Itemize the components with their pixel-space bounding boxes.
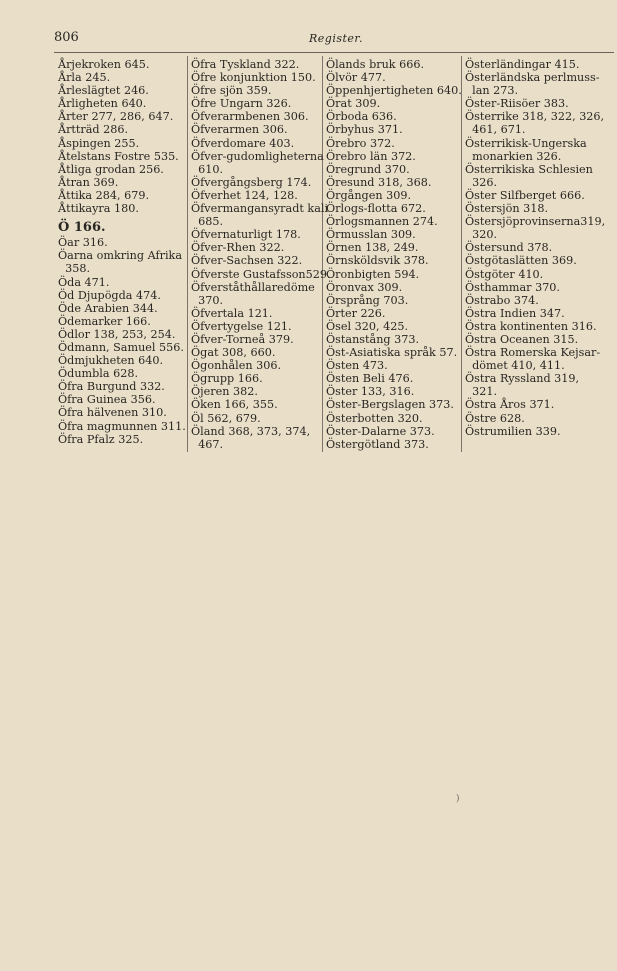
index-entry: Öfvermangansyradt kali (191, 202, 329, 216)
index-entry: 321. (465, 385, 498, 399)
index-entry: Österländska perlmuss- (465, 71, 600, 85)
index-entry: Ölvör 477. (326, 71, 386, 85)
index-entry: Östra Romerska Kejsar- (465, 346, 601, 360)
index-entry: Örebro län 372. (326, 149, 416, 163)
index-entry: Örlogsmannen 274. (326, 215, 438, 229)
index-entry: Österländingar 415. (465, 58, 580, 71)
index-entry: Årjekroken 645. (58, 58, 150, 71)
index-entry: Ödlor 138, 253, 254. (58, 327, 176, 341)
index-entry: Öd Djupögda 474. (58, 288, 161, 302)
index-entry: Årter 277, 286, 647. (58, 110, 174, 124)
index-entry: Öfverhet 124, 128. (191, 188, 298, 202)
index-entry: 326. (465, 175, 498, 189)
index-entry: Österrikiska Schlesien (465, 162, 593, 176)
index-entry: Öregrund 370. (326, 162, 410, 176)
index-entry: Östra Oceanen 315. (465, 332, 579, 346)
index-entry: Öfre konjunktion 150. (191, 71, 316, 85)
index-entry: Ögat 308, 660. (191, 346, 276, 360)
index-entry: Östra kontinenten 316. (465, 319, 597, 333)
index-entry: Örboda 636. (326, 110, 397, 124)
index-entry: Öfra Pfalz 325. (58, 432, 144, 446)
index-entry: Örmusslan 309. (326, 228, 416, 242)
index-entry: Öfver-Rhen 322. (191, 241, 285, 255)
running-title: Register. (309, 32, 363, 45)
index-entry: Östra Ryssland 319, (465, 372, 580, 386)
index-entry: Öfvergångsberg 174. (191, 175, 312, 189)
index-entry: Öarna omkring Afrika (58, 249, 182, 263)
index-entry: Öfra hälvenen 310. (58, 406, 167, 420)
index-entry: Öfver-Torneå 379. (191, 332, 294, 346)
index-column-4 (465, 58, 615, 438)
index-entry: Östanstång 373. (326, 332, 420, 346)
index-entry: Örebro 372. (326, 136, 395, 150)
index-entry: Ödemarker 166. (58, 314, 151, 328)
index-entry: Öster-Riisöer 383. (465, 97, 569, 111)
index-entry: Öfra Guinea 356. (58, 393, 156, 407)
index-entry: Ödumbla 628. (58, 367, 139, 381)
index-entry: Östen 473. (326, 359, 388, 373)
index-entry: 461, 671. (465, 123, 526, 137)
page-number: 806 (54, 30, 79, 45)
index-entry: 467. (191, 437, 224, 451)
index-entry: Åtliga grodan 256. (58, 162, 164, 176)
index-entry: Örter 226. (326, 306, 386, 320)
index-column-2 (191, 58, 331, 451)
index-entry: 370. (191, 293, 224, 307)
index-entry: Öster 133, 316. (326, 385, 415, 399)
stray-mark: ) (456, 794, 460, 804)
index-entry: Östersjön 318. (465, 202, 548, 216)
index-entry: Öland 368, 373, 374, (191, 424, 311, 438)
index-entry: Åtran 369. (58, 175, 119, 189)
index-entry: Öster-Bergslagen 373. (326, 398, 454, 412)
index-entry: Östhammar 370. (465, 280, 560, 294)
index-entry: Öfverståthållaredöme (191, 280, 315, 294)
index-entry: Örnsköldsvik 378. (326, 254, 429, 268)
index-entry: Öppenhjertigheten 640. (326, 84, 462, 98)
index-entry: Ögonhålen 306. (191, 359, 282, 373)
index-entry: Östrumilien 339. (465, 424, 561, 438)
index-entry: Örlogs-flotta 672. (326, 202, 426, 216)
index-entry: Öronvax 309. (326, 280, 403, 294)
index-entry: Östrabo 374. (465, 293, 539, 307)
index-entry: Årligheten 640. (58, 97, 147, 111)
index-entry: Österrikisk-Ungerska (465, 136, 587, 150)
index-entry: Östra Åros 371. (465, 398, 555, 412)
index-entry: Östen Beli 476. (326, 372, 414, 386)
index-entry: dömet 410, 411. (465, 359, 565, 373)
index-entry: Öfverarmen 306. (191, 123, 288, 137)
index-entry: Örnen 138, 249. (326, 241, 419, 255)
index-entry: Öl 562, 679. (191, 411, 261, 425)
index-entry: Öda 471. (58, 275, 110, 289)
index-entry: Öfra magmunnen 311. (58, 419, 186, 433)
index-entry: Öst-Asiatiska språk 57. (326, 346, 458, 360)
index-entry: Ödmjukheten 640. (58, 354, 164, 368)
index-entry: Åtelstans Fostre 535. (58, 149, 179, 163)
column-divider (322, 56, 323, 452)
header-rule (54, 52, 614, 53)
index-entry: 320. (465, 228, 498, 242)
index-entry: Örat 309. (326, 97, 381, 111)
index-entry: Öfvertala 121. (191, 306, 273, 320)
index-entry: Östersund 378. (465, 241, 553, 255)
index-entry: Östre 628. (465, 411, 525, 425)
page-header (54, 30, 614, 46)
index-entry: Öfvertygelse 121. (191, 319, 292, 333)
index-entry: Öfre sjön 359. (191, 84, 272, 98)
index-entry: Öresund 318, 368. (326, 175, 432, 189)
index-entry: Öfver-Sachsen 322. (191, 254, 303, 268)
index-entry: Öfverdomare 403. (191, 136, 295, 150)
index-entry: monarkien 326. (465, 149, 562, 163)
index-column-3 (326, 58, 462, 451)
index-entry: Östersjöprovinserna319, (465, 215, 606, 229)
index-entry: Ögrupp 166. (191, 372, 263, 386)
index-entry: Öfvernaturligt 178. (191, 228, 301, 242)
index-entry: Åttika 284, 679. (58, 188, 150, 202)
index-entry: Örsprång 703. (326, 293, 409, 307)
index-entry: Östra Indien 347. (465, 306, 565, 320)
index-entry: Östgötaslätten 369. (465, 254, 577, 268)
index-entry: Ödmann, Samuel 556. (58, 340, 184, 354)
index-entry: Öfverste Gustafsson529. (191, 267, 331, 281)
index-entry: Öde Arabien 344. (58, 301, 158, 315)
index-entry: Öfra Burgund 332. (58, 380, 165, 394)
index-entry: Öfver-gudomligheterna (191, 149, 324, 163)
index-entry: Öken 166, 355. (191, 398, 278, 412)
index-entry: Öster Silfberget 666. (465, 188, 585, 202)
index-entry: Örbyhus 371. (326, 123, 403, 137)
index-entry: Österbotten 320. (326, 411, 423, 425)
index-entry: 358. (58, 262, 91, 276)
index-entry: Åspingen 255. (58, 136, 140, 150)
index-entry: Årleslägtet 246. (58, 84, 149, 98)
index-entry: Årtträd 286. (58, 123, 129, 137)
index-entry: Östgöter 410. (465, 267, 544, 281)
index-entry: 610. (191, 162, 224, 176)
index-entry: Ösel 320, 425. (326, 319, 409, 333)
index-entry: Åttikayra 180. (58, 202, 139, 216)
index-entry: Österrike 318, 322, 326, (465, 110, 605, 124)
index-entry: Öster-Dalarne 373. (326, 424, 435, 438)
index-entry: Öronbigten 594. (326, 267, 420, 281)
column-divider (187, 56, 188, 452)
index-entry: Ölands bruk 666. (326, 58, 425, 71)
index-entry: Öfra Tyskland 322. (191, 58, 300, 71)
index-entry: Öfre Ungarn 326. (191, 97, 292, 111)
index-entry: 685. (191, 215, 224, 229)
index-entry: Öfverarmbenen 306. (191, 110, 309, 124)
index-entry: Örgången 309. (326, 188, 412, 202)
index-column-1 (58, 58, 186, 446)
index-entry: Ö 166. (58, 220, 106, 236)
index-entry: Östergötland 373. (326, 437, 429, 451)
index-entry: lan 273. (465, 84, 519, 98)
index-entry: Årla 245. (58, 71, 111, 85)
index-entry: Öar 316. (58, 236, 108, 250)
index-entry: Öjeren 382. (191, 385, 258, 399)
